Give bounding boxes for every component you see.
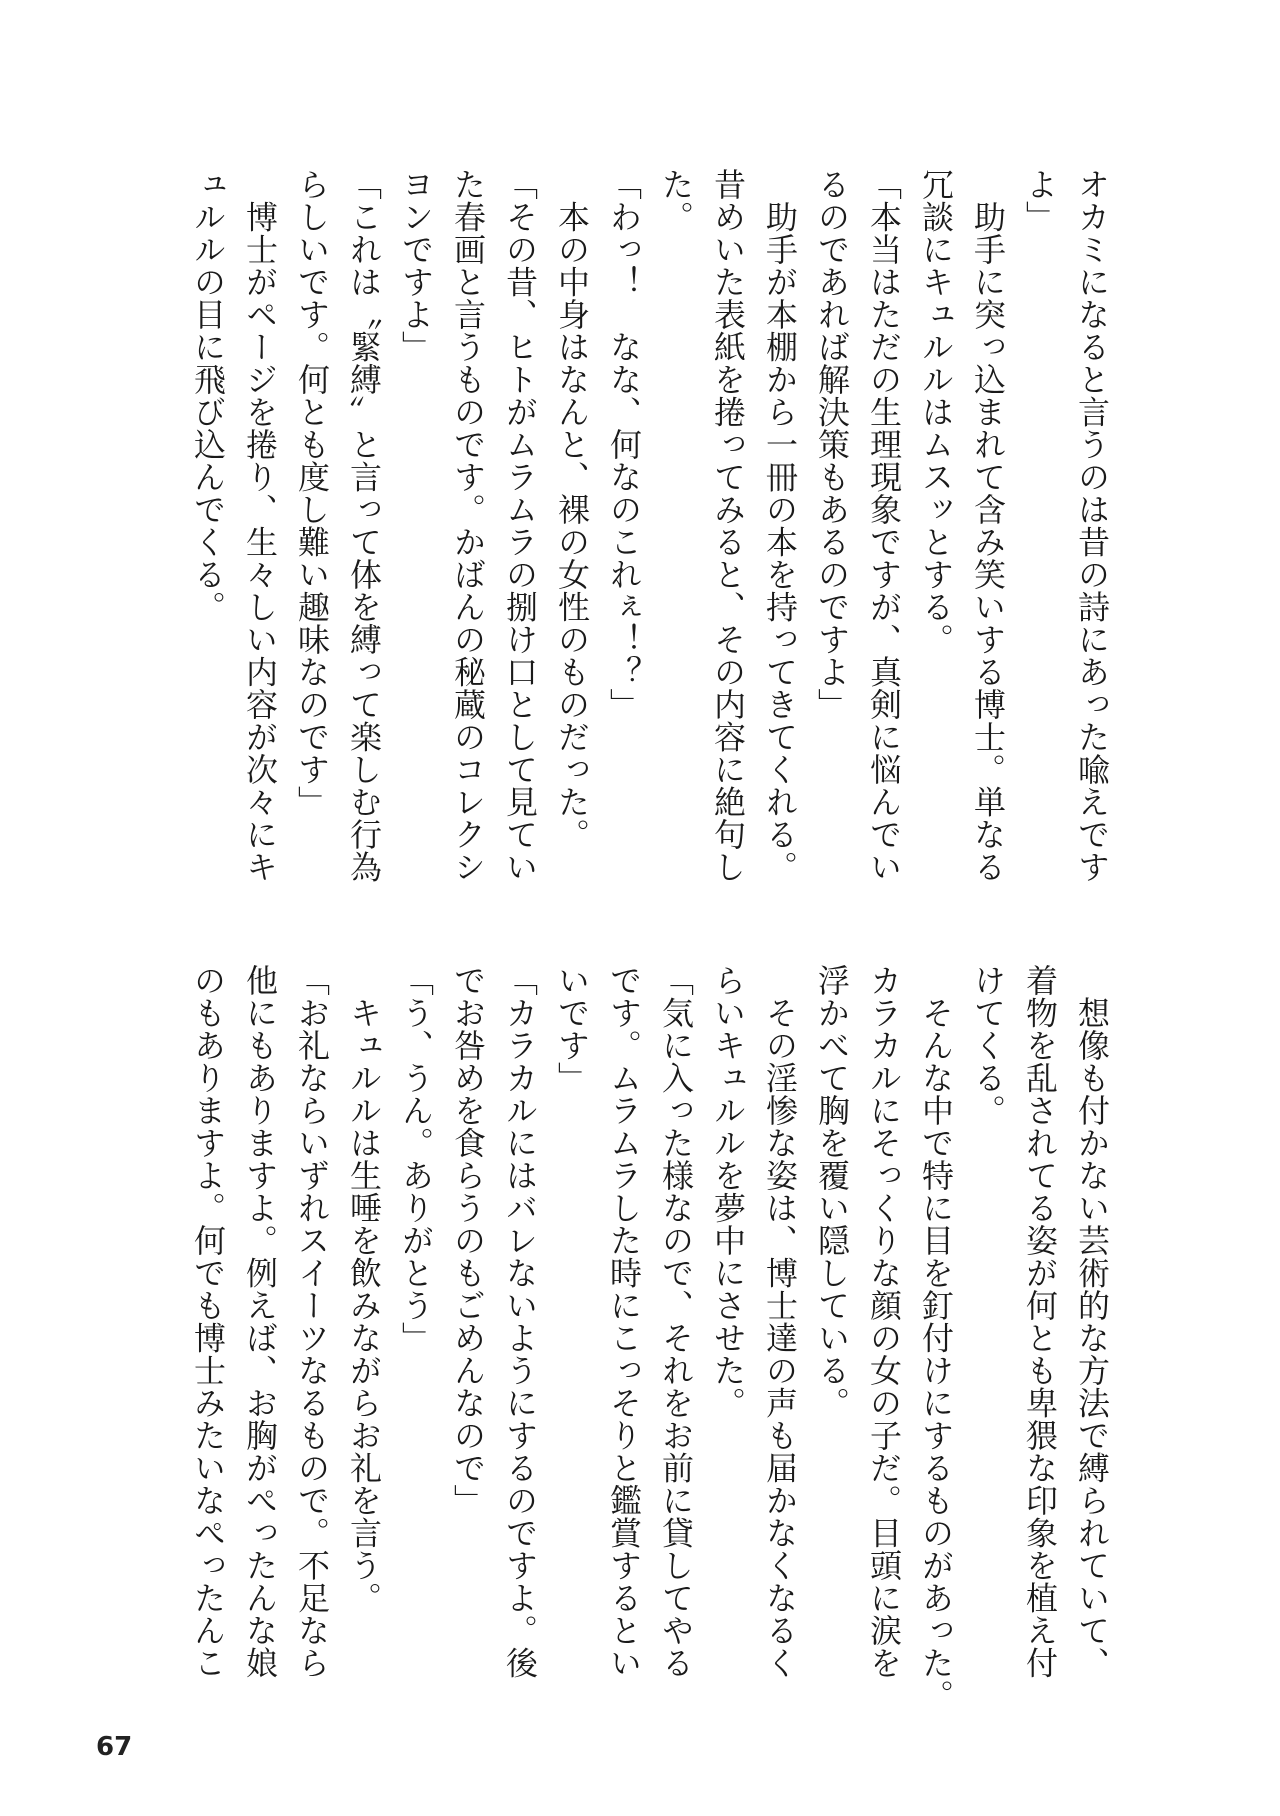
text-line: 「う、うん。ありがとう」 <box>397 964 435 1354</box>
top-text-block <box>182 168 1118 913</box>
text-line: らしいです。何とも度し難い趣味なのです」 <box>293 168 331 818</box>
text-line: カラカルにそっくりな顔の女の子だ。目頭に涙を <box>865 964 903 1679</box>
text-line: ヨンですよ」 <box>397 168 435 363</box>
text-line: 着物を乱されてる姿が何とも卑猥な印象を植え付 <box>1021 964 1059 1679</box>
page-number: 67 <box>96 1732 133 1762</box>
text-line: 助手に突っ込まれて含み笑いする博士。単なる <box>969 168 1007 883</box>
text-line: 助手が本棚から一冊の本を持ってきてくれる。 <box>761 168 799 883</box>
text-line: 「カラカルにはバレないようにするのですよ。後 <box>501 964 539 1679</box>
text-line: そんな中で特に目を釘付けにするものがあった。 <box>917 964 955 1712</box>
text-line: 想像も付かない芸術的な方法で縛られていて、 <box>1073 964 1111 1679</box>
text-line: キュルルは生唾を飲みながらお礼を言う。 <box>345 964 383 1614</box>
text-line: た春画と言うものです。かばんの秘蔵のコレクシ <box>449 168 487 883</box>
text-line: その淫惨な姿は、博士達の声も届かなくなるく <box>761 964 799 1679</box>
text-line: らいキュルルを夢中にさせた。 <box>709 964 747 1419</box>
text-line: 冗談にキュルルはムスッとする。 <box>917 168 955 656</box>
text-line: た。 <box>657 168 695 233</box>
text-line: けてくる。 <box>969 964 1007 1127</box>
text-line: 「その昔、ヒトがムラムラの捌け口として見てい <box>501 168 539 883</box>
text-line: 「お礼ならいずれスイーツなるもので。不足なら <box>293 964 331 1679</box>
text-line: のもありますよ。何でも博士みたいなぺったんこ <box>189 964 227 1679</box>
text-line: 「これは〝緊縛〟と言って体を縛って楽しむ行為 <box>345 168 383 883</box>
text-line: でお咎めを食らうのもごめんなので」 <box>449 964 487 1517</box>
text-line: 昔めいた表紙を捲ってみると、その内容に絶句し <box>709 168 747 883</box>
text-line: いです」 <box>553 964 591 1094</box>
text-line: 「気に入った様なので、それをお前に貸してやる <box>657 964 695 1679</box>
text-line: 「わっ！ なな、何なのこれぇ！？」 <box>605 168 643 721</box>
text-line: 浮かべて胸を覆い隠している。 <box>813 964 851 1419</box>
text-line: です。ムラムラした時にこっそりと鑑賞するとい <box>605 964 643 1679</box>
bottom-text-block <box>182 964 1118 1712</box>
text-line: オカミになると言うのは昔の詩にあった喩えです <box>1073 168 1111 883</box>
text-line: 他にもありますよ。例えば、お胸がぺったんな娘 <box>241 964 279 1679</box>
text-line: よ」 <box>1021 168 1059 233</box>
text-line: 「本当はただの生理現象ですが、真剣に悩んでい <box>865 168 903 883</box>
text-line: 本の中身はなんと、裸の女性のものだった。 <box>553 168 591 851</box>
text-line: るのであれば解決策もあるのですよ」 <box>813 168 851 721</box>
text-line: 博士がページを捲り、生々しい内容が次々にキ <box>241 168 279 883</box>
text-line: ュルルの目に飛び込んでくる。 <box>189 168 227 623</box>
